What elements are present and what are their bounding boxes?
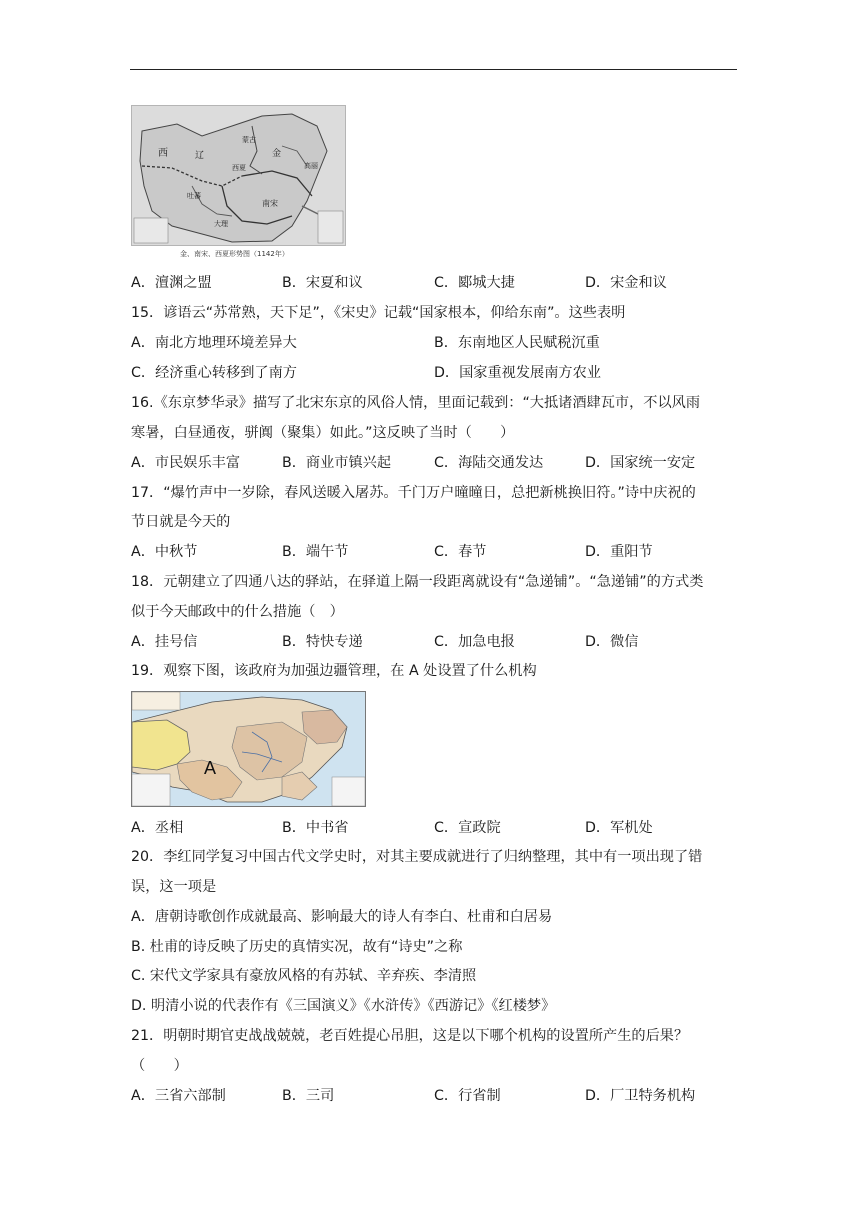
q16-stem-line1: 16.《东京梦华录》描写了北宋东京的风俗人情，里面记载到：“大抵诸酒肆瓦市，不以风雨	[131, 395, 701, 411]
map-yuan-dynasty	[131, 691, 366, 807]
q17-option-d[interactable]: D．重阳节	[585, 544, 653, 560]
q21-option-b[interactable]: B．三司	[282, 1088, 335, 1104]
q14-option-a[interactable]: A．澶渊之盟	[131, 275, 212, 291]
map1-label-dali: 大理	[214, 220, 228, 228]
q14-option-d[interactable]: D．宋金和议	[585, 275, 667, 291]
q18-stem-line2: 似于今天邮政中的什么措施（ ）	[131, 604, 344, 620]
q21-stem-line2: （ ）	[131, 1058, 188, 1074]
q16-option-c[interactable]: C．海陆交通发达	[434, 455, 544, 471]
map-jin-song-xia	[131, 105, 346, 246]
map1-label-nansong: 南宋	[262, 199, 278, 208]
q15-stem: 15．谚语云“苏常熟，天下足”，《宋史》记载“国家根本，仰给东南”。这些表明	[131, 305, 626, 321]
q19-option-c[interactable]: C．宣政院	[434, 820, 501, 836]
q15-option-a[interactable]: A．南北方地理环境差异大	[131, 335, 297, 351]
map1-label-jin: 金	[272, 149, 282, 159]
q18-option-c[interactable]: C．加急电报	[434, 634, 515, 650]
q21-stem-line1: 21．明朝时期官吏战战兢兢，老百姓提心吊胆，这是以下哪个机构的设置所产生的后果？	[131, 1028, 689, 1044]
map1-caption: 金、南宋、西夏形势图（1142年）	[180, 250, 289, 258]
q21-option-c[interactable]: C．行省制	[434, 1088, 501, 1104]
q17-option-b[interactable]: B．端午节	[282, 544, 349, 560]
q20-option-c[interactable]: C. 宋代文学家具有豪放风格的有苏轼、辛弃疾、李清照	[131, 968, 477, 984]
q19-option-b[interactable]: B．中书省	[282, 820, 349, 836]
map1-label-xixia: 西夏	[232, 164, 246, 172]
q16-option-d[interactable]: D．国家统一安定	[585, 455, 696, 471]
map1-label-menggu: 蒙古	[242, 136, 256, 144]
q20-stem-line2: 误，这一项是	[131, 879, 217, 895]
map-jin-song-xia-figure	[132, 106, 345, 245]
q18-stem-line1: 18．元朝建立了四通八达的驿站，在驿道上隔一段距离就设有“急递铺”。“急递铺”的方式类	[131, 574, 704, 590]
q16-option-a[interactable]: A．市民娱乐丰富	[131, 455, 241, 471]
q16-stem-line2: 寒暑，白昼通夜，骈阗（聚集）如此。”这反映了当时（ ）	[131, 425, 515, 441]
q19-option-a[interactable]: A．丞相	[131, 820, 184, 836]
q18-option-d[interactable]: D．微信	[585, 634, 639, 650]
q15-option-d[interactable]: D．国家重视发展南方农业	[434, 365, 601, 381]
map-yuan-dynasty-figure	[132, 692, 365, 806]
map1-label-gaoli: 高丽	[304, 162, 318, 170]
header-rule	[130, 69, 737, 70]
q14-option-b[interactable]: B．宋夏和议	[282, 275, 363, 291]
map2-label-a: A	[204, 758, 217, 778]
q18-option-b[interactable]: B．特快专递	[282, 634, 363, 650]
q17-option-c[interactable]: C．春节	[434, 544, 487, 560]
q17-option-a[interactable]: A．中秋节	[131, 544, 198, 560]
q15-option-b[interactable]: B．东南地区人民赋税沉重	[434, 335, 600, 351]
q19-option-d[interactable]: D．军机处	[585, 820, 653, 836]
q14-option-c[interactable]: C．郾城大捷	[434, 275, 515, 291]
q18-option-a[interactable]: A．挂号信	[131, 634, 198, 650]
q20-option-b[interactable]: B. 杜甫的诗反映了历史的真情实况，故有“诗史”之称	[131, 939, 463, 955]
q20-option-a[interactable]: A．唐朝诗歌创作成就最高、影响最大的诗人有李白、杜甫和白居易	[131, 909, 553, 925]
q21-option-d[interactable]: D．厂卫特务机构	[585, 1088, 696, 1104]
map1-label-xi: 西	[158, 148, 168, 159]
q15-option-c[interactable]: C．经济重心转移到了南方	[131, 365, 297, 381]
map1-label-liao: 辽	[195, 151, 205, 161]
q21-option-a[interactable]: A．三省六部制	[131, 1088, 226, 1104]
q16-option-b[interactable]: B．商业市镇兴起	[282, 455, 392, 471]
q17-stem-line2: 节日就是今天的	[131, 514, 231, 530]
q20-stem-line1: 20．李红同学复习中国古代文学史时，对其主要成就进行了归纳整理，其中有一项出现了错	[131, 849, 703, 865]
q17-stem-line1: 17．“爆竹声中一岁除，春风送暖入屠苏。千门万户曈曈日，总把新桃换旧符。”诗中庆祝的	[131, 485, 696, 501]
q20-option-d[interactable]: D. 明清小说的代表作有《三国演义》《水浒传》《西游记》《红楼梦》	[131, 998, 556, 1014]
q19-stem: 19．观察下图，该政府为加强边疆管理，在 A 处设置了什么机构	[131, 663, 537, 679]
map1-label-tubo: 吐蕃	[187, 192, 201, 200]
